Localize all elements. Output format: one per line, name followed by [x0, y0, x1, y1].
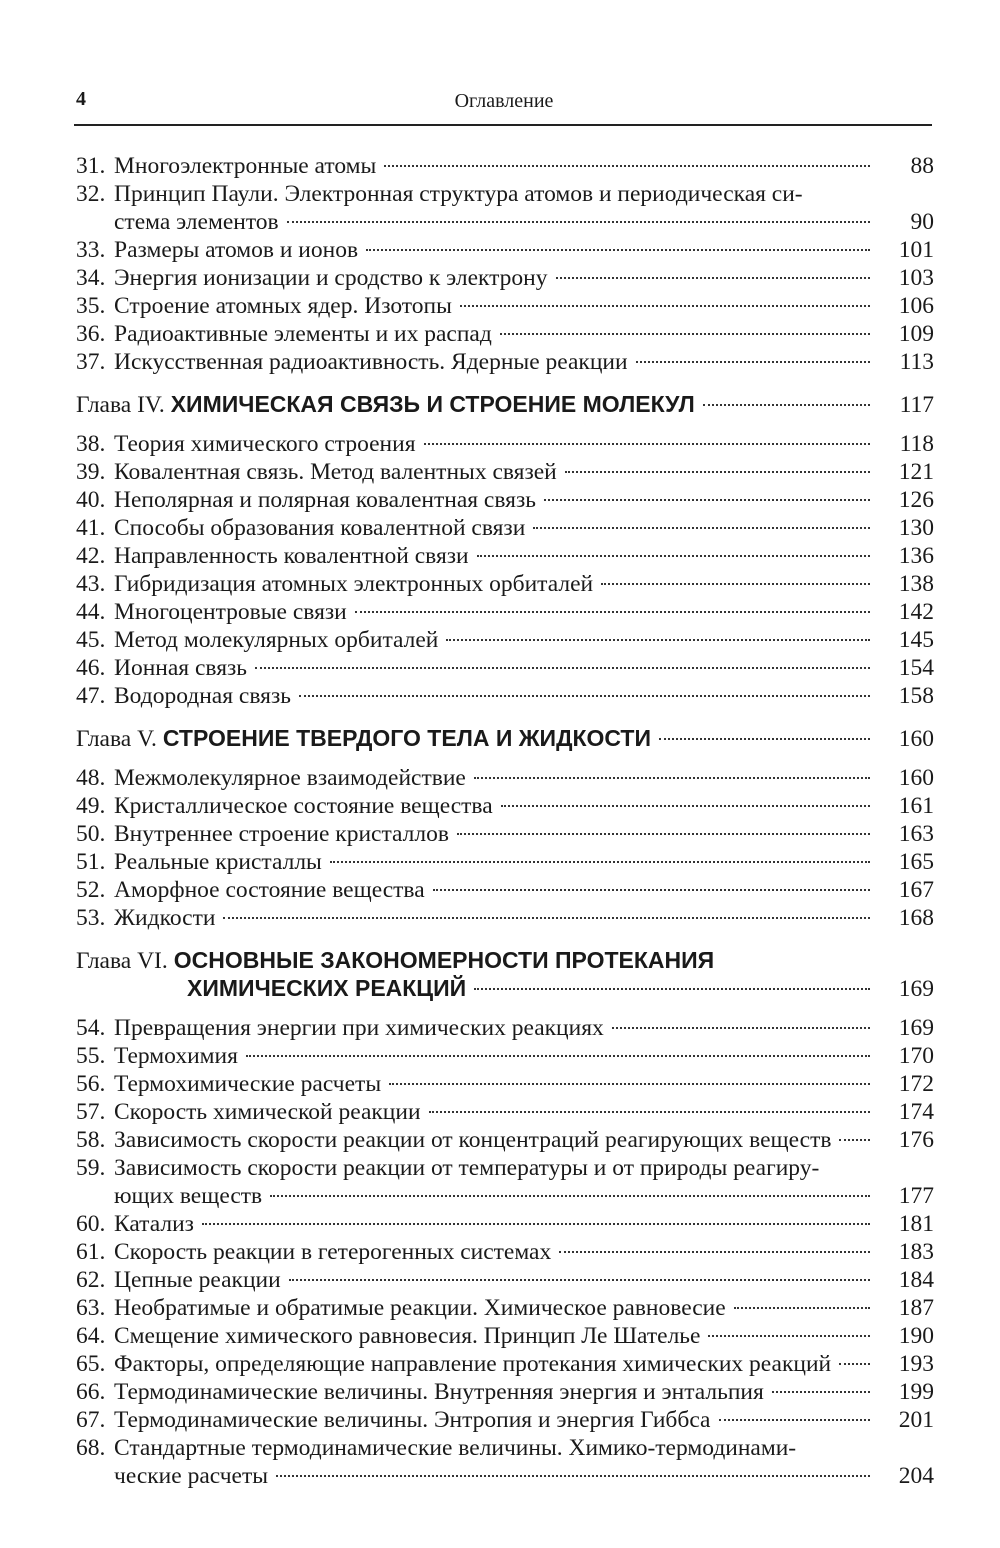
- toc-entry[interactable]: [76, 1238, 934, 1266]
- page-header: [76, 88, 932, 122]
- entry-number: 37.: [76, 349, 106, 375]
- entry-title: Энергия ионизации и сродство к электрону: [114, 265, 548, 291]
- entry-page-number: 163: [898, 821, 934, 847]
- entry-number: 65.: [76, 1351, 106, 1377]
- dot-leader: [839, 1363, 870, 1365]
- toc-entry[interactable]: [76, 792, 934, 820]
- toc-entry[interactable]: [76, 514, 934, 542]
- toc-entry[interactable]: [76, 1154, 934, 1210]
- entry-page-number: 183: [898, 1239, 934, 1265]
- dot-leader: [477, 555, 870, 557]
- entry-page-number: 158: [898, 683, 934, 709]
- dot-leader: [223, 917, 870, 919]
- entry-number: 32.: [76, 181, 106, 207]
- dot-leader: [460, 305, 870, 307]
- entry-page-number: 126: [898, 487, 934, 513]
- entry-page-number: 187: [898, 1295, 934, 1321]
- entry-title: Превращения энергии при химических реакциях: [114, 1015, 604, 1041]
- entry-number: 54.: [76, 1015, 106, 1041]
- entry-page-number: 88: [910, 153, 934, 179]
- entry-title: Искусственная радиоактивность. Ядерные реакции: [114, 349, 628, 375]
- dot-leader: [384, 165, 870, 167]
- chapter-label: Глава VI.: [76, 948, 168, 974]
- entry-title: Термохимия: [114, 1043, 238, 1069]
- entry-page-number: 161: [898, 793, 934, 819]
- chapter-heading[interactable]: [76, 724, 934, 752]
- entry-number: 45.: [76, 627, 106, 653]
- entry-title: Радиоактивные элементы и их распад: [114, 321, 492, 347]
- entry-title: Реальные кристаллы: [114, 849, 322, 875]
- entry-page-number: 138: [898, 571, 934, 597]
- entry-page-number: 184: [898, 1267, 934, 1293]
- toc-entry[interactable]: [76, 1098, 934, 1126]
- entry-number: 49.: [76, 793, 106, 819]
- dot-leader: [246, 1055, 870, 1057]
- dot-leader: [330, 861, 870, 863]
- entry-page-number: 177: [898, 1183, 934, 1209]
- entry-title-line2: ческие расчеты: [114, 1463, 269, 1489]
- entry-number: 55.: [76, 1043, 106, 1069]
- entry-title: Катализ: [114, 1211, 194, 1237]
- entry-title: Гибридизация атомных электронных орбиталей: [114, 571, 594, 597]
- entry-title: Факторы, определяющие направление протекания химических реакций: [114, 1351, 832, 1377]
- entry-body: [114, 1434, 934, 1490]
- dot-leader: [202, 1223, 870, 1225]
- chapter-heading[interactable]: [76, 946, 934, 1002]
- entry-title: Скорость химической реакции: [114, 1099, 421, 1125]
- toc-entry[interactable]: [76, 458, 934, 486]
- dot-leader: [612, 1027, 870, 1029]
- entry-title-line1: Принцип Паули. Электронная структура атомов и периодическая си-: [114, 181, 803, 207]
- toc-entry[interactable]: [76, 1070, 934, 1098]
- entry-page-number: 90: [910, 209, 934, 235]
- chapter-title: ХИМИЧЕСКАЯ СВЯЗЬ И СТРОЕНИЕ МОЛЕКУЛ: [170, 391, 695, 417]
- chapter-title-line1: ОСНОВНЫЕ ЗАКОНОМЕРНОСТИ ПРОТЕКАНИЯ: [173, 947, 715, 973]
- entry-page-number: 181: [898, 1211, 934, 1237]
- entry-body: [114, 180, 934, 236]
- entry-page-number: 145: [898, 627, 934, 653]
- toc-entry[interactable]: [76, 1014, 934, 1042]
- entry-title: Скорость реакции в гетерогенных системах: [114, 1239, 552, 1265]
- toc-entry[interactable]: [76, 1322, 934, 1350]
- entry-page-number: 193: [898, 1351, 934, 1377]
- toc-entry[interactable]: [76, 764, 934, 792]
- entry-title-line2-row: [114, 208, 934, 236]
- entry-page-number: 190: [898, 1323, 934, 1349]
- toc-entry[interactable]: [76, 180, 934, 236]
- entry-page-number: 113: [899, 349, 934, 375]
- entry-body: [114, 1154, 934, 1210]
- entry-number: 48.: [76, 765, 106, 791]
- toc-entry[interactable]: [76, 1210, 934, 1238]
- dot-leader: [474, 777, 870, 779]
- toc-entry[interactable]: [76, 542, 934, 570]
- entry-page-number: 204: [898, 1463, 934, 1489]
- entry-number: 34.: [76, 265, 106, 291]
- dot-leader: [270, 1195, 870, 1197]
- entry-number: 43.: [76, 571, 106, 597]
- dot-leader: [703, 404, 870, 406]
- entry-title: Теория химического строения: [114, 431, 416, 457]
- entry-title: Ковалентная связь. Метод валентных связей: [114, 459, 557, 485]
- toc-entry[interactable]: [76, 1350, 934, 1378]
- chapter-label: Глава IV.: [76, 392, 165, 418]
- dot-leader: [289, 1279, 870, 1281]
- dot-leader: [424, 443, 870, 445]
- dot-leader: [719, 1419, 871, 1421]
- toc-entry[interactable]: [76, 1126, 934, 1154]
- toc-entry[interactable]: [76, 570, 934, 598]
- entry-number: 40.: [76, 487, 106, 513]
- entry-number: 56.: [76, 1071, 106, 1097]
- toc-entry[interactable]: [76, 820, 934, 848]
- entry-title: Направленность ковалентной связи: [114, 543, 469, 569]
- dot-leader: [544, 499, 870, 501]
- entry-page-number: 118: [899, 431, 934, 457]
- entry-page-number: 160: [898, 765, 934, 791]
- entry-title: Аморфное состояние вещества: [114, 877, 425, 903]
- entry-number: 59.: [76, 1155, 106, 1181]
- entry-title: Кристаллическое состояние вещества: [114, 793, 493, 819]
- dot-leader: [474, 988, 870, 990]
- entry-page-number: 174: [898, 1099, 934, 1125]
- entry-page-number: 109: [898, 321, 934, 347]
- toc-entry[interactable]: [76, 430, 934, 458]
- entry-page-number: 142: [898, 599, 934, 625]
- entry-title: Термохимические расчеты: [114, 1071, 382, 1097]
- dot-leader: [457, 833, 870, 835]
- toc-entry[interactable]: [76, 486, 934, 514]
- toc-entry[interactable]: [76, 264, 934, 292]
- entry-number: 36.: [76, 321, 106, 347]
- entry-number: 60.: [76, 1211, 106, 1237]
- entry-page-number: 130: [898, 515, 934, 541]
- toc-entry[interactable]: [76, 1406, 934, 1434]
- dot-leader: [276, 1475, 870, 1477]
- toc-entry[interactable]: [76, 292, 934, 320]
- dot-leader: [299, 695, 870, 697]
- dot-leader: [559, 1251, 870, 1253]
- entry-number: 62.: [76, 1267, 106, 1293]
- table-of-contents: [76, 152, 934, 1490]
- entry-number: 41.: [76, 515, 106, 541]
- entry-number: 51.: [76, 849, 106, 875]
- entry-number: 66.: [76, 1379, 106, 1405]
- toc-entry[interactable]: [76, 1294, 934, 1322]
- entry-title-line1: Стандартные термодинамические величины. Химико-термодинами-: [114, 1435, 797, 1461]
- entry-page-number: 106: [898, 293, 934, 319]
- entry-number: 61.: [76, 1239, 106, 1265]
- header-rule: [74, 124, 932, 126]
- dot-leader: [429, 1111, 870, 1113]
- entry-number: 33.: [76, 237, 106, 263]
- entry-title-line1: Зависимость скорости реакции от температуры и от природы реагиру-: [114, 1155, 820, 1181]
- entry-page-number: 170: [898, 1043, 934, 1069]
- entry-page-number: 165: [898, 849, 934, 875]
- toc-entry[interactable]: [76, 682, 934, 710]
- entry-title-line2: стема элементов: [114, 209, 279, 235]
- entry-number: 50.: [76, 821, 106, 847]
- dot-leader: [708, 1335, 870, 1337]
- dot-leader: [255, 667, 870, 669]
- entry-title: Метод молекулярных орбиталей: [114, 627, 439, 653]
- toc-entry[interactable]: [76, 626, 934, 654]
- entry-title: Многоэлектронные атомы: [114, 153, 377, 179]
- entry-title: Внутреннее строение кристаллов: [114, 821, 449, 847]
- chapter-page-number: 169: [898, 976, 934, 1002]
- toc-entry[interactable]: [76, 598, 934, 626]
- entry-page-number: 136: [898, 543, 934, 569]
- page-title: Оглавление: [454, 90, 554, 112]
- toc-entry[interactable]: [76, 1378, 934, 1406]
- toc-entry[interactable]: [76, 1266, 934, 1294]
- entry-title: Размеры атомов и ионов: [114, 237, 359, 263]
- entry-number: 31.: [76, 153, 106, 179]
- dot-leader: [366, 249, 870, 251]
- dot-leader: [772, 1391, 870, 1393]
- dot-leader: [565, 471, 870, 473]
- toc-entry[interactable]: [76, 236, 934, 264]
- entry-number: 68.: [76, 1435, 106, 1461]
- page-number: 4: [76, 88, 86, 110]
- dot-leader: [659, 738, 870, 740]
- entry-title-line2-row: [114, 1182, 934, 1210]
- entry-title: Смещение химического равновесия. Принцип Ле Шателье: [114, 1323, 701, 1349]
- entry-page-number: 121: [898, 459, 934, 485]
- entry-title-line2-row: [114, 1462, 934, 1490]
- entry-title: Термодинамические величины. Внутренняя энергия и энтальпия: [114, 1379, 764, 1405]
- entry-title: Способы образования ковалентной связи: [114, 515, 526, 541]
- entry-page-number: 154: [898, 655, 934, 681]
- entry-page-number: 167: [898, 877, 934, 903]
- chapter-heading-line1: [76, 946, 934, 974]
- dot-leader: [556, 277, 871, 279]
- dot-leader: [533, 527, 870, 529]
- dot-leader: [446, 639, 870, 641]
- entry-page-number: 172: [898, 1071, 934, 1097]
- chapter-label: Глава V.: [76, 726, 157, 752]
- chapter-title: СТРОЕНИЕ ТВЕРДОГО ТЕЛА И ЖИДКОСТИ: [162, 725, 652, 751]
- entry-number: 42.: [76, 543, 106, 569]
- entry-page-number: 176: [898, 1127, 934, 1153]
- entry-number: 52.: [76, 877, 106, 903]
- dot-leader: [389, 1083, 870, 1085]
- entry-title: Необратимые и обратимые реакции. Химическое равновесие: [114, 1295, 726, 1321]
- entry-number: 46.: [76, 655, 106, 681]
- entry-page-number: 101: [898, 237, 934, 263]
- entry-title: Водородная связь: [114, 683, 291, 709]
- entry-number: 53.: [76, 905, 106, 931]
- entry-title: Жидкости: [114, 905, 216, 931]
- entry-number: 44.: [76, 599, 106, 625]
- entry-title: Зависимость скорости реакции от концентраций реагирующих веществ: [114, 1127, 832, 1153]
- entry-title: Ионная связь: [114, 655, 248, 681]
- entry-number: 38.: [76, 431, 106, 457]
- entry-page-number: 199: [898, 1379, 934, 1405]
- toc-entry[interactable]: [76, 876, 934, 904]
- dot-leader: [433, 889, 870, 891]
- entry-page-number: 103: [898, 265, 934, 291]
- entry-number: 35.: [76, 293, 106, 319]
- toc-entry[interactable]: [76, 348, 934, 376]
- toc-entry[interactable]: [76, 848, 934, 876]
- chapter-title-line2: ХИМИЧЕСКИХ РЕАКЦИЙ: [187, 975, 467, 1001]
- entry-number: 39.: [76, 459, 106, 485]
- dot-leader: [601, 583, 870, 585]
- dot-leader: [734, 1307, 870, 1309]
- entry-number: 47.: [76, 683, 106, 709]
- entry-title-line2: ющих веществ: [114, 1183, 263, 1209]
- dot-leader: [636, 361, 870, 363]
- entry-title: Строение атомных ядер. Изотопы: [114, 293, 452, 319]
- toc-entry[interactable]: [76, 904, 934, 932]
- entry-number: 67.: [76, 1407, 106, 1433]
- entry-page-number: 169: [898, 1015, 934, 1041]
- chapter-page-number: 117: [899, 392, 934, 418]
- entry-title: Термодинамические величины. Энтропия и энергия Гиббса: [114, 1407, 711, 1433]
- toc-entry[interactable]: [76, 1042, 934, 1070]
- chapter-page-number: 160: [898, 726, 934, 752]
- toc-entry[interactable]: [76, 320, 934, 348]
- entry-title: Цепные реакции: [114, 1267, 281, 1293]
- entry-number: 64.: [76, 1323, 106, 1349]
- entry-title: Многоцентровые связи: [114, 599, 347, 625]
- chapter-heading[interactable]: [76, 390, 934, 418]
- dot-leader: [839, 1139, 870, 1141]
- toc-entry[interactable]: [76, 152, 934, 180]
- dot-leader: [287, 221, 870, 223]
- entry-page-number: 168: [898, 905, 934, 931]
- entry-number: 57.: [76, 1099, 106, 1125]
- toc-entry[interactable]: [76, 654, 934, 682]
- entry-title: Неполярная и полярная ковалентная связь: [114, 487, 536, 513]
- dot-leader: [500, 333, 870, 335]
- dot-leader: [501, 805, 870, 807]
- chapter-heading-line2: [76, 974, 934, 1002]
- entry-page-number: 201: [898, 1407, 934, 1433]
- toc-entry[interactable]: [76, 1434, 934, 1490]
- entry-number: 63.: [76, 1295, 106, 1321]
- dot-leader: [355, 611, 870, 613]
- entry-number: 58.: [76, 1127, 106, 1153]
- entry-title: Межмолекулярное взаимодействие: [114, 765, 466, 791]
